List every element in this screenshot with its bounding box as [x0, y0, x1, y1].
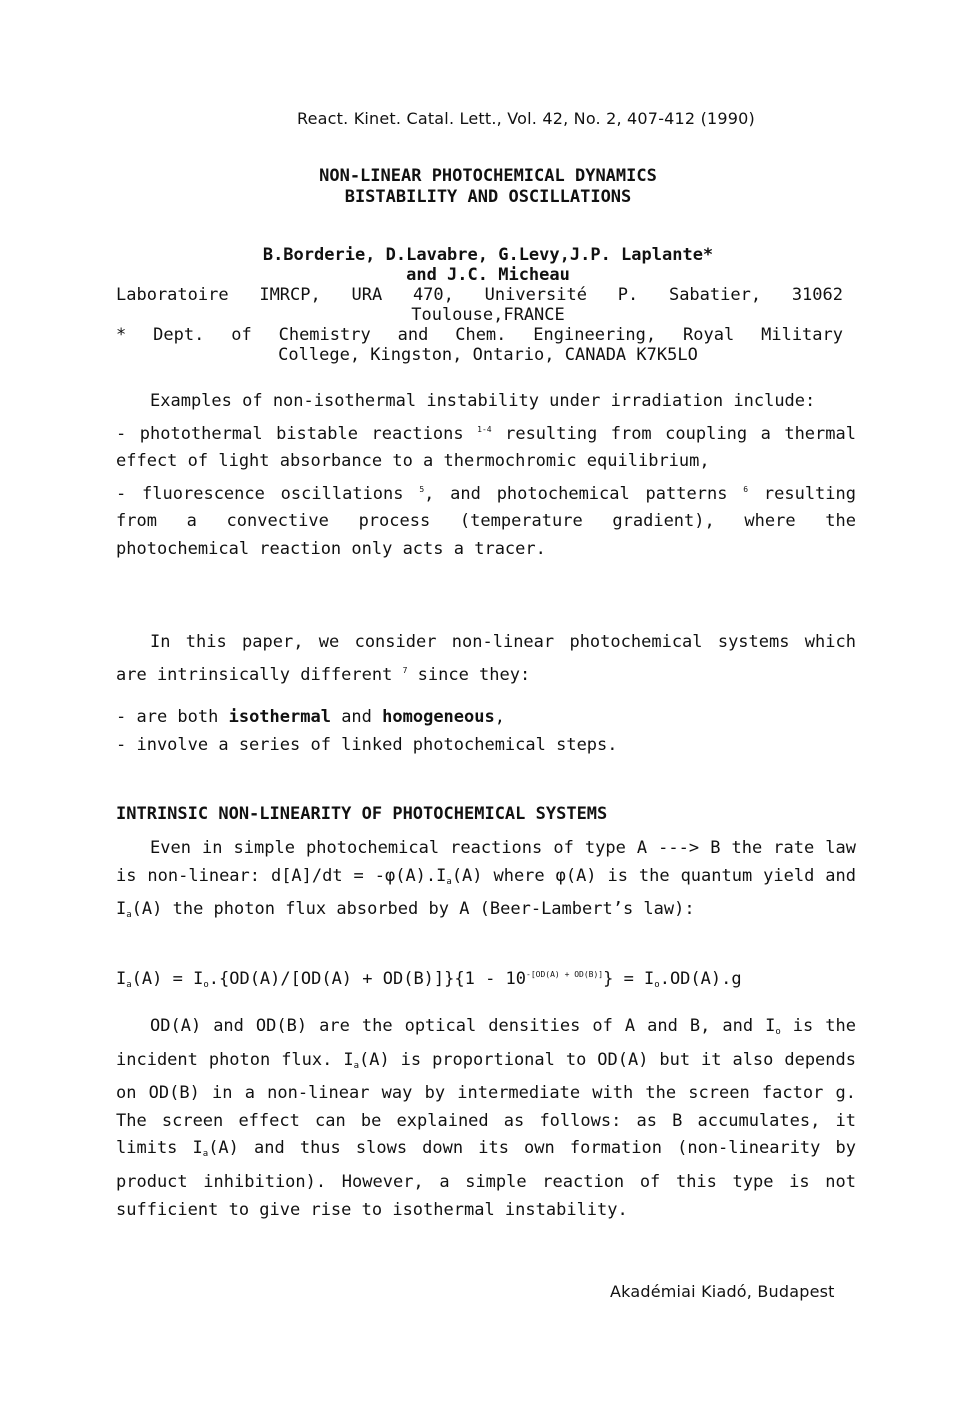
section-paragraph-2: OD(A) and OD(B) are the optical densities of A and B, and $I_o$ is the incident photon flux. $I_a(A)$ is proportional to OD(A) but it also depends on OD(B) in a non-linear way by intermediate with the screen factor g. The screen effect can be explained as follows: as B accumulates, it limits $I_a(A)$ and thus slows down its own formation (non-linearity by product inhibition). However, a simple reaction of this type is not sufficient to give rise to isothermal instability.: [116, 1016, 856, 1220]
intro-block: [116, 388, 856, 564]
affiliation-line-3: * Dept. of Chemistry and Chem. Engineering, Royal Military: [116, 325, 843, 345]
publisher-footer: Akadémiai Kiadó, Budapest: [610, 1282, 835, 1301]
affiliation-line-1: Laboratoire IMRCP, URA 470, Université P. Sabatier, 31062: [116, 285, 843, 305]
paper-title-line-1: NON-LINEAR PHOTOCHEMICAL DYNAMICS: [319, 166, 657, 186]
journal-reference: React. Kinet. Catal. Lett., Vol. 42, No. 2, 407-412 (1990): [297, 109, 755, 128]
intro-item-fluorescence: - fluorescence oscillations $^5$, and photochemical patterns $^6$ resulting from a convective process (temperature gradient), where the photochemical reaction only acts a tracer.: [116, 483, 857, 559]
intro-item-photothermal: - photothermal bistable reactions $^{1-4}$ resulting from coupling a thermal effect of light absorbance to a thermochromic equilibrium,: [116, 423, 856, 472]
authors-line-1: B.Borderie, D.Lavabre, G.Levy,J.P. Laplante*: [262, 245, 714, 265]
section-heading: INTRINSIC NON-LINEARITY OF PHOTOCHEMICAL SYSTEMS: [116, 804, 608, 824]
bullet-isothermal: - are both isothermal and homogeneous,: [116, 707, 505, 727]
authors-line-2: and J.C. Micheau: [406, 265, 570, 285]
intro-paragraph-2: In this paper, we consider non-linear photochemical systems which are intrinsically different $^7$ since they:: [116, 632, 856, 685]
bullet-linked-steps: - involve a series of linked photochemical steps.: [116, 734, 618, 755]
beer-lambert-equation: $I_a(A) = I_o.\{OD(A)/[OD(A) + OD(B)]\}\{1 - 10^{-[OD(A) + OD(B)]}\} = I_o.OD(A).g$: [116, 969, 742, 990]
affiliation-line-2: Toulouse,FRANCE: [411, 305, 565, 325]
affiliation-line-4: College, Kingston, Ontario, CANADA K7K5LO: [278, 345, 698, 365]
intro-paragraph-1: Examples of non-isothermal instability under irradiation include:: [150, 391, 816, 411]
paper-title-line-2: BISTABILITY AND OSCILLATIONS: [344, 187, 632, 207]
section-paragraph-1: Even in simple photochemical reactions of type A ---> B the rate law is non-linear: $d[A]/dt = -\varphi(A).I_a(A)$ where φ(A) is the quantum yield and $I_a(A)$ the photon flux absorbed by A (Beer-Lambert’s law):: [116, 838, 856, 921]
intro-bullets: [116, 704, 856, 759]
